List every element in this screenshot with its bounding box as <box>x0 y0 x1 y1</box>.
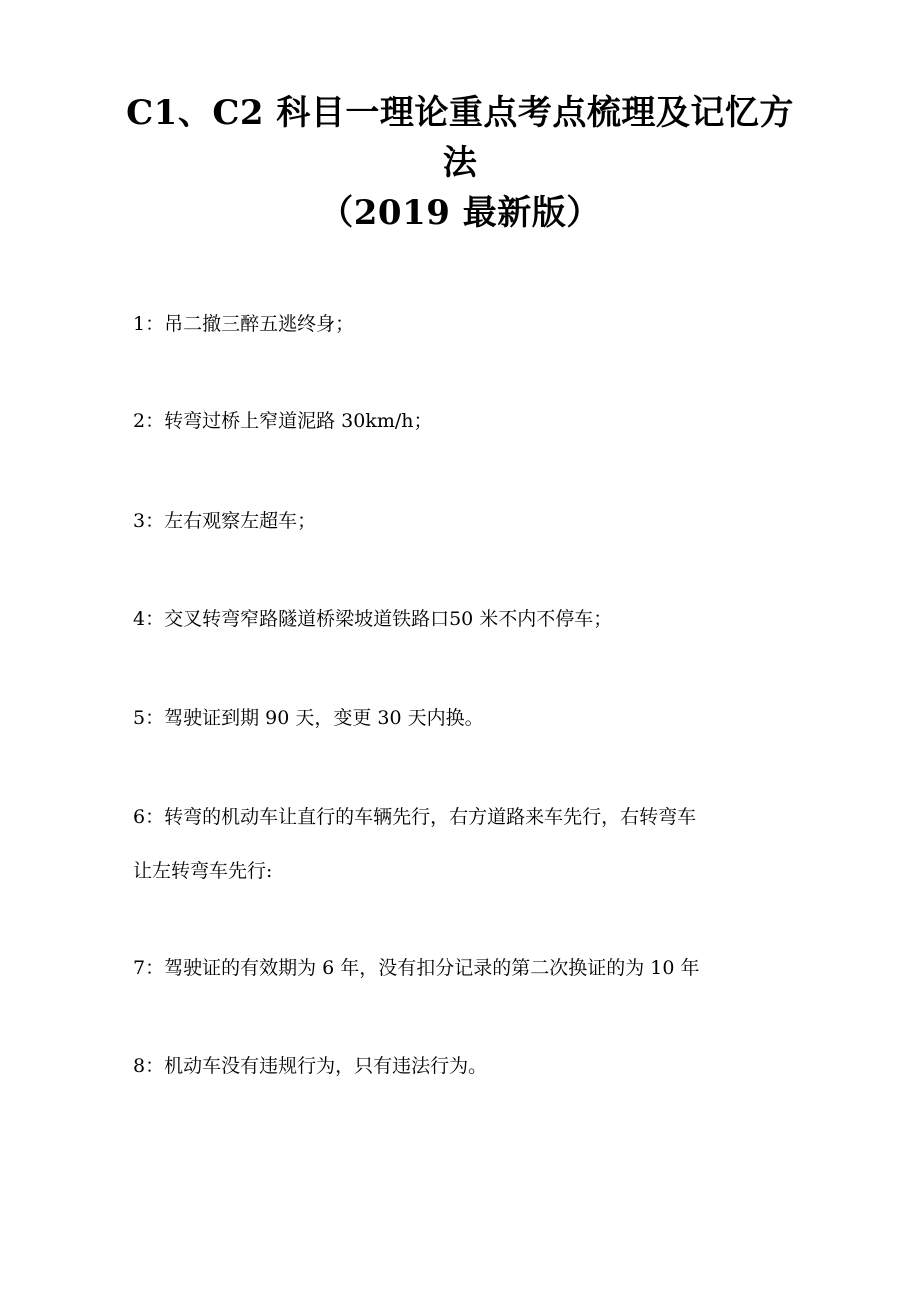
list-item: 4：交叉转弯窄路隧道桥梁坡道铁路口50 米不内不停车； <box>133 608 613 630</box>
title-subtitle: （2019 最新版） <box>319 193 601 233</box>
list-item: 5：驾驶证到期 90 天，变更 30 天内换。 <box>133 707 484 729</box>
list-item: 2：转弯过桥上窄道泥路 30km/h； <box>133 410 433 432</box>
list-item: 7：驾驶证的有效期为 6 年，没有扣分记录的第二次换证的为 10 年 <box>133 957 700 979</box>
list-item-line: 让左转弯车先行: <box>133 860 273 882</box>
list-item-line: 6：转弯的机动车让直行的车辆先行，右方道路来车先行，右转弯车 <box>133 806 697 828</box>
title-line: 法 <box>442 143 478 183</box>
list-item: 8：机动车没有违规行为，只有违法行为。 <box>133 1055 488 1077</box>
list-item: 3：左右观察左超车； <box>133 510 317 532</box>
title-line: C1、C2 科目一理论重点考点梳理及记忆方 <box>126 93 794 133</box>
list-item: 1：吊二撤三醉五逃终身； <box>133 313 355 335</box>
document-title <box>100 88 820 238</box>
list-item <box>133 790 793 898</box>
